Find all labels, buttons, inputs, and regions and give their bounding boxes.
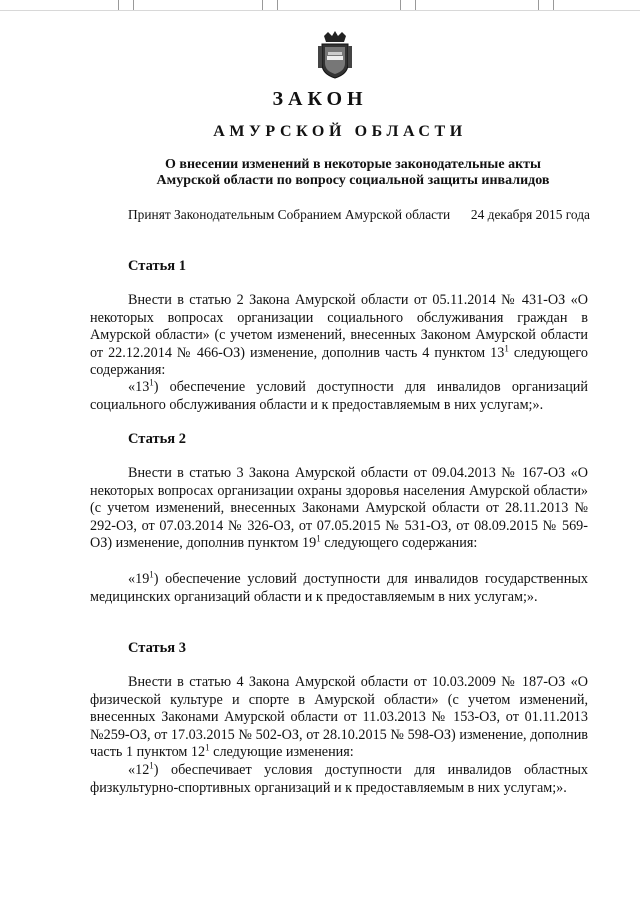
- adoption-line: [128, 207, 590, 223]
- law-heading-line-2: Амурской области по вопросу социальной защиты инвалидов: [156, 173, 550, 188]
- article-1-title: Статья 1: [128, 258, 186, 274]
- article-1-paragraph: Внести в статью 2 Закона Амурской области от 05.11.2014 № 431-ОЗ «О некоторых вопросах организации социального обслуживания граждан в Амурской области» (с учетом изменений, внесенных Законом Амурской области от 22.12.2014 № 466-ОЗ) изменение, дополнив часть 4 пунктом $13^1$ следующего содержания:: [90, 292, 588, 379]
- article-1-quote: «$13^1$) обеспечение условий доступности для инвалидов организаций социального обслуживания области и к предоставляемым в них услугам;».: [90, 377, 588, 413]
- adopted-date: 24 декабря 2015 года: [470, 207, 590, 222]
- adopted-by: Принят Законодательным Собранием Амурской области: [128, 207, 451, 222]
- article-3-paragraph: Внести в статью 4 Закона Амурской области от 10.03.2009 № 187-ОЗ «О физической культуре и спорте в Амурской области» (с учетом изменений, внесенных Законами Амурской области от 11.03.2013 № 153-ОЗ, от 01.11.2013 №259-ОЗ, от 17.03.2015 № 502-ОЗ, от 28.10.2015 № 598-ОЗ) изменение, дополнив часть 1 пунктом $12^1$ следующие изменения:: [90, 674, 588, 761]
- article-3-title: Статья 3: [128, 640, 186, 656]
- law-heading: [118, 157, 588, 189]
- law-heading-line-1: О внесении изменений в некоторые законодательные акты: [165, 157, 541, 172]
- article-2-quote: «$19^1$) обеспечение условий доступности для инвалидов государственных медицинских организаций области и к предоставляемым в них услугам;».: [90, 569, 588, 605]
- document-title: ЗАКОН: [272, 88, 368, 110]
- article-2-paragraph: Внести в статью 3 Закона Амурской области от 09.04.2013 № 167-ОЗ «О некоторых вопросах организации охраны здоровья населения Амурской области» (с учетом изменений, внесенных Законами Амурской области от 28.11.2013 № 292-ОЗ, от 07.03.2014 № 326-ОЗ, от 07.05.2015 № 531-ОЗ, от 08.09.2015 № 569-ОЗ) изменение, дополнив пунктом $19^1$ следующего содержания:: [90, 465, 588, 552]
- document-subtitle: АМУРСКОЙ ОБЛАСТИ: [213, 123, 467, 140]
- coat-of-arms-icon: [316, 30, 354, 80]
- article-2-title: Статья 2: [128, 431, 186, 447]
- article-3-quote: «$12^1$) обеспечивает условия доступности для инвалидов областных физкультурно-спортивных организаций и к предоставляемым в них услугам;».: [90, 760, 588, 796]
